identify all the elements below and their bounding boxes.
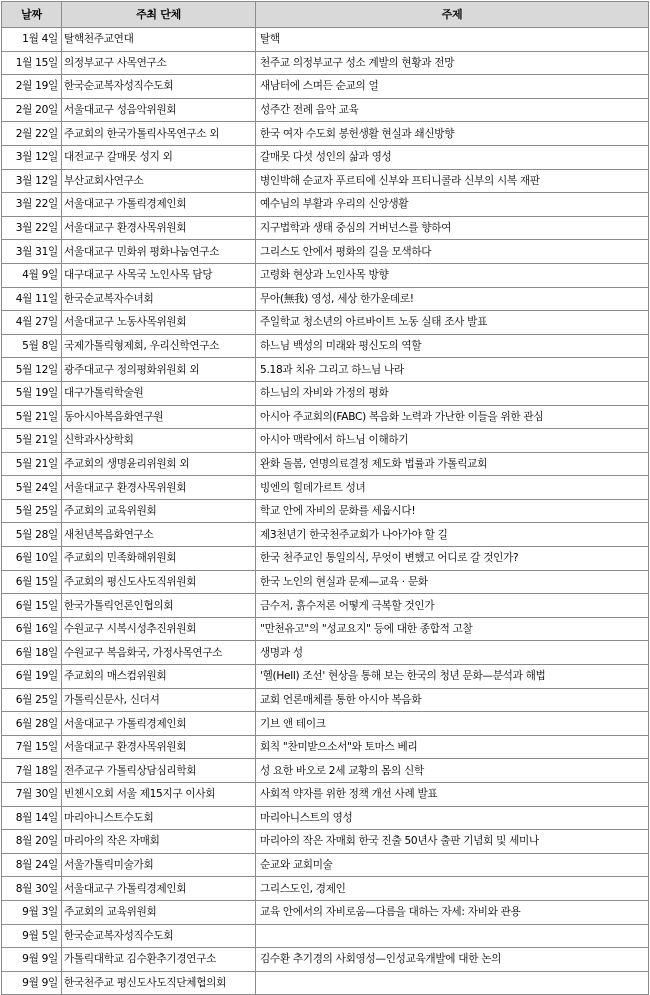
topic-cell: 천주교 의정부교구 성소 계발의 현황과 전망 — [256, 51, 649, 75]
table-row — [2, 75, 649, 99]
org-cell: 서울대교구 환경사목위원회 — [62, 735, 256, 759]
org-cell: 서울가톨릭미술가회 — [62, 853, 256, 877]
table-row — [2, 405, 649, 429]
table-row — [2, 122, 649, 146]
org-cell: 주교회의 민족화해위원회 — [62, 547, 256, 571]
date-cell: 5월 19일 — [2, 381, 62, 405]
table-row — [2, 216, 649, 240]
topic-cell: "만천유고"의 "성교요지" 등에 대한 종합적 고찰 — [256, 617, 649, 641]
topic-cell: 고령화 현상과 노인사목 방향 — [256, 263, 649, 287]
table-row — [2, 948, 649, 972]
org-cell: 서울대교구 성음악위원회 — [62, 98, 256, 122]
topic-cell: 5.18과 치유 그리고 하느님 나라 — [256, 358, 649, 382]
org-cell: 빈첸시오회 서울 제15지구 이사회 — [62, 783, 256, 807]
org-cell: 주교회의 한국가톨릭사목연구소 외 — [62, 122, 256, 146]
date-cell: 5월 21일 — [2, 452, 62, 476]
topic-cell — [256, 971, 649, 995]
table-row — [2, 594, 649, 618]
topic-cell: 성 요한 바오로 2세 교황의 몸의 신학 — [256, 759, 649, 783]
date-cell: 7월 30일 — [2, 783, 62, 807]
date-cell: 5월 25일 — [2, 499, 62, 523]
topic-cell: 빙엔의 힐데가르트 성녀 — [256, 476, 649, 500]
date-cell: 9월 9일 — [2, 971, 62, 995]
topic-cell: 하느님의 자비와 가정의 평화 — [256, 381, 649, 405]
topic-cell: 무아(無我) 영성, 세상 한가운데로! — [256, 287, 649, 311]
seminar-table — [1, 1, 649, 995]
table-row — [2, 665, 649, 689]
topic-cell: 그리스도 안에서 평화의 길을 모색하다 — [256, 240, 649, 264]
date-cell: 4월 27일 — [2, 311, 62, 335]
topic-cell: 주일학교 청소년의 아르바이트 노동 실태 조사 발표 — [256, 311, 649, 335]
header-topic: 주제 — [256, 2, 649, 28]
header-org: 주최 단체 — [62, 2, 256, 28]
table-row — [2, 287, 649, 311]
org-cell: 가톨릭신문사, 신더셔 — [62, 688, 256, 712]
table-row — [2, 169, 649, 193]
topic-cell: 마리아니스트의 영성 — [256, 806, 649, 830]
org-cell: 대구대교구 사목국 노인사목 담당 — [62, 263, 256, 287]
topic-cell: '헬(Hell) 조선' 현상을 통해 보는 한국의 청년 문화—분석과 해법 — [256, 665, 649, 689]
date-cell: 6월 10일 — [2, 547, 62, 571]
date-cell: 5월 21일 — [2, 429, 62, 453]
org-cell: 주교회의 교육위원회 — [62, 900, 256, 924]
table-row — [2, 523, 649, 547]
topic-cell: 마리아의 작은 자매회 한국 진출 50년사 출판 기념회 및 세미나 — [256, 830, 649, 854]
topic-cell: 한국 여자 수도회 봉헌생활 현실과 쇄신방향 — [256, 122, 649, 146]
table-row — [2, 570, 649, 594]
org-cell: 수원교구 복음화국, 가정사목연구소 — [62, 641, 256, 665]
org-cell: 서울대교구 노동사목위원회 — [62, 311, 256, 335]
table-row — [2, 145, 649, 169]
table-row — [2, 735, 649, 759]
topic-cell: 회칙 "찬미받으소서"와 토마스 베리 — [256, 735, 649, 759]
date-cell: 8월 24일 — [2, 853, 62, 877]
org-cell: 서울대교구 가톨릭경제인회 — [62, 712, 256, 736]
date-cell: 6월 15일 — [2, 594, 62, 618]
org-cell: 서울대교구 민화위 평화나눔연구소 — [62, 240, 256, 264]
header-date: 날짜 — [2, 2, 62, 28]
table-row — [2, 877, 649, 901]
table-header-row — [2, 2, 649, 28]
topic-cell: 기브 앤 테이크 — [256, 712, 649, 736]
org-cell: 부산교회사연구소 — [62, 169, 256, 193]
date-cell: 8월 30일 — [2, 877, 62, 901]
date-cell: 8월 14일 — [2, 806, 62, 830]
topic-cell: 새남터에 스며든 순교의 얼 — [256, 75, 649, 99]
table-row — [2, 971, 649, 995]
date-cell: 6월 19일 — [2, 665, 62, 689]
date-cell: 7월 18일 — [2, 759, 62, 783]
org-cell: 서울대교구 환경사목위원회 — [62, 476, 256, 500]
date-cell: 7월 15일 — [2, 735, 62, 759]
table-row — [2, 712, 649, 736]
topic-cell: 아시아 주교회의(FABC) 복음화 노력과 가난한 이들을 위한 관심 — [256, 405, 649, 429]
date-cell: 3월 22일 — [2, 193, 62, 217]
org-cell: 주교회의 교육위원회 — [62, 499, 256, 523]
org-cell: 전주교구 가톨릭상담심리학회 — [62, 759, 256, 783]
date-cell: 5월 28일 — [2, 523, 62, 547]
topic-cell: 학교 안에 자비의 문화를 세웁시다! — [256, 499, 649, 523]
table-row — [2, 924, 649, 948]
date-cell: 9월 3일 — [2, 900, 62, 924]
table-row — [2, 98, 649, 122]
org-cell: 의정부교구 사목연구소 — [62, 51, 256, 75]
date-cell: 1월 15일 — [2, 51, 62, 75]
org-cell: 주교회의 평신도사도직위원회 — [62, 570, 256, 594]
date-cell: 3월 12일 — [2, 169, 62, 193]
org-cell: 신학과사상학회 — [62, 429, 256, 453]
table-row — [2, 499, 649, 523]
table-row — [2, 641, 649, 665]
topic-cell: 갈매못 다섯 성인의 삶과 영성 — [256, 145, 649, 169]
table-row — [2, 806, 649, 830]
table-row — [2, 28, 649, 52]
org-cell: 마리아의 작은 자매회 — [62, 830, 256, 854]
topic-cell: 지구법학과 생태 중심의 거버넌스를 향하여 — [256, 216, 649, 240]
date-cell: 2월 22일 — [2, 122, 62, 146]
topic-cell: 제3천년기 한국천주교회가 나아가야 할 길 — [256, 523, 649, 547]
table-row — [2, 263, 649, 287]
org-cell: 마리아니스트수도회 — [62, 806, 256, 830]
date-cell: 5월 12일 — [2, 358, 62, 382]
topic-cell: 사회적 약자를 위한 정책 개선 사례 발표 — [256, 783, 649, 807]
org-cell: 탈핵천주교연대 — [62, 28, 256, 52]
date-cell: 2월 19일 — [2, 75, 62, 99]
date-cell: 6월 18일 — [2, 641, 62, 665]
date-cell: 3월 22일 — [2, 216, 62, 240]
topic-cell — [256, 924, 649, 948]
org-cell: 서울대교구 가톨릭경제인회 — [62, 193, 256, 217]
topic-cell: 생명과 성 — [256, 641, 649, 665]
table-row — [2, 688, 649, 712]
date-cell: 3월 31일 — [2, 240, 62, 264]
date-cell: 8월 20일 — [2, 830, 62, 854]
topic-cell: 완화 돌봄, 연명의료결정 제도화 법률과 가톨릭교회 — [256, 452, 649, 476]
date-cell: 9월 5일 — [2, 924, 62, 948]
date-cell: 6월 15일 — [2, 570, 62, 594]
org-cell: 한국천주교 평신도사도직단체협의회 — [62, 971, 256, 995]
org-cell: 가톨릭대학교 김수환추기경연구소 — [62, 948, 256, 972]
date-cell: 3월 12일 — [2, 145, 62, 169]
topic-cell: 병인박해 순교자 푸르티에 신부와 프티니콜라 신부의 시복 재판 — [256, 169, 649, 193]
table-row — [2, 51, 649, 75]
table-row — [2, 452, 649, 476]
topic-cell: 한국 천주교인 통일의식, 무엇이 변했고 어디로 갈 것인가? — [256, 547, 649, 571]
table-row — [2, 617, 649, 641]
org-cell: 서울대교구 가톨릭경제인회 — [62, 877, 256, 901]
org-cell: 서울대교구 환경사목위원회 — [62, 216, 256, 240]
date-cell: 9월 9일 — [2, 948, 62, 972]
date-cell: 1월 4일 — [2, 28, 62, 52]
table-row — [2, 759, 649, 783]
org-cell: 주교회의 생명윤리위원회 외 — [62, 452, 256, 476]
date-cell: 4월 11일 — [2, 287, 62, 311]
date-cell: 5월 21일 — [2, 405, 62, 429]
table-row — [2, 193, 649, 217]
topic-cell: 탈핵 — [256, 28, 649, 52]
topic-cell: 한국 노인의 현실과 문제—교육 · 문화 — [256, 570, 649, 594]
table-row — [2, 240, 649, 264]
org-cell: 수원교구 시복시성추진위원회 — [62, 617, 256, 641]
table-row — [2, 783, 649, 807]
date-cell: 6월 28일 — [2, 712, 62, 736]
org-cell: 동아시아복음화연구원 — [62, 405, 256, 429]
table-row — [2, 381, 649, 405]
topic-cell: 예수님의 부활과 우리의 신앙생활 — [256, 193, 649, 217]
table-row — [2, 853, 649, 877]
date-cell: 5월 24일 — [2, 476, 62, 500]
date-cell: 2월 20일 — [2, 98, 62, 122]
table-row — [2, 334, 649, 358]
org-cell: 한국가톨릭언론인협의회 — [62, 594, 256, 618]
topic-cell: 김수환 추기경의 사회영성—인성교육개발에 대한 논의 — [256, 948, 649, 972]
table-row — [2, 429, 649, 453]
topic-cell: 하느님 백성의 미래와 평신도의 역할 — [256, 334, 649, 358]
table-row — [2, 476, 649, 500]
date-cell: 5월 8일 — [2, 334, 62, 358]
table-row — [2, 547, 649, 571]
date-cell: 4월 9일 — [2, 263, 62, 287]
date-cell: 6월 16일 — [2, 617, 62, 641]
org-cell: 한국순교복자수녀회 — [62, 287, 256, 311]
topic-cell: 그리스도인, 경제인 — [256, 877, 649, 901]
org-cell: 한국순교복자성직수도회 — [62, 75, 256, 99]
topic-cell: 금수저, 흙수저론 어떻게 극복할 것인가 — [256, 594, 649, 618]
org-cell: 국제가톨릭형제회, 우리신학연구소 — [62, 334, 256, 358]
topic-cell: 교육 안에서의 자비로움—다름을 대하는 자세: 자비와 관용 — [256, 900, 649, 924]
table-row — [2, 311, 649, 335]
org-cell: 한국순교복자성직수도회 — [62, 924, 256, 948]
table-body — [2, 28, 649, 995]
org-cell: 주교회의 매스컴위원회 — [62, 665, 256, 689]
org-cell: 광주대교구 정의평화위원회 외 — [62, 358, 256, 382]
topic-cell: 성주간 전례 음악 교육 — [256, 98, 649, 122]
org-cell: 새천년복음화연구소 — [62, 523, 256, 547]
table-row — [2, 358, 649, 382]
date-cell: 6월 25일 — [2, 688, 62, 712]
topic-cell: 순교와 교회미술 — [256, 853, 649, 877]
table-row — [2, 900, 649, 924]
org-cell: 대전교구 갈매못 성지 외 — [62, 145, 256, 169]
table-row — [2, 830, 649, 854]
topic-cell: 아시아 맥락에서 하느님 이해하기 — [256, 429, 649, 453]
org-cell: 대구가톨릭학술원 — [62, 381, 256, 405]
topic-cell: 교회 언론매체를 통한 아시아 복음화 — [256, 688, 649, 712]
